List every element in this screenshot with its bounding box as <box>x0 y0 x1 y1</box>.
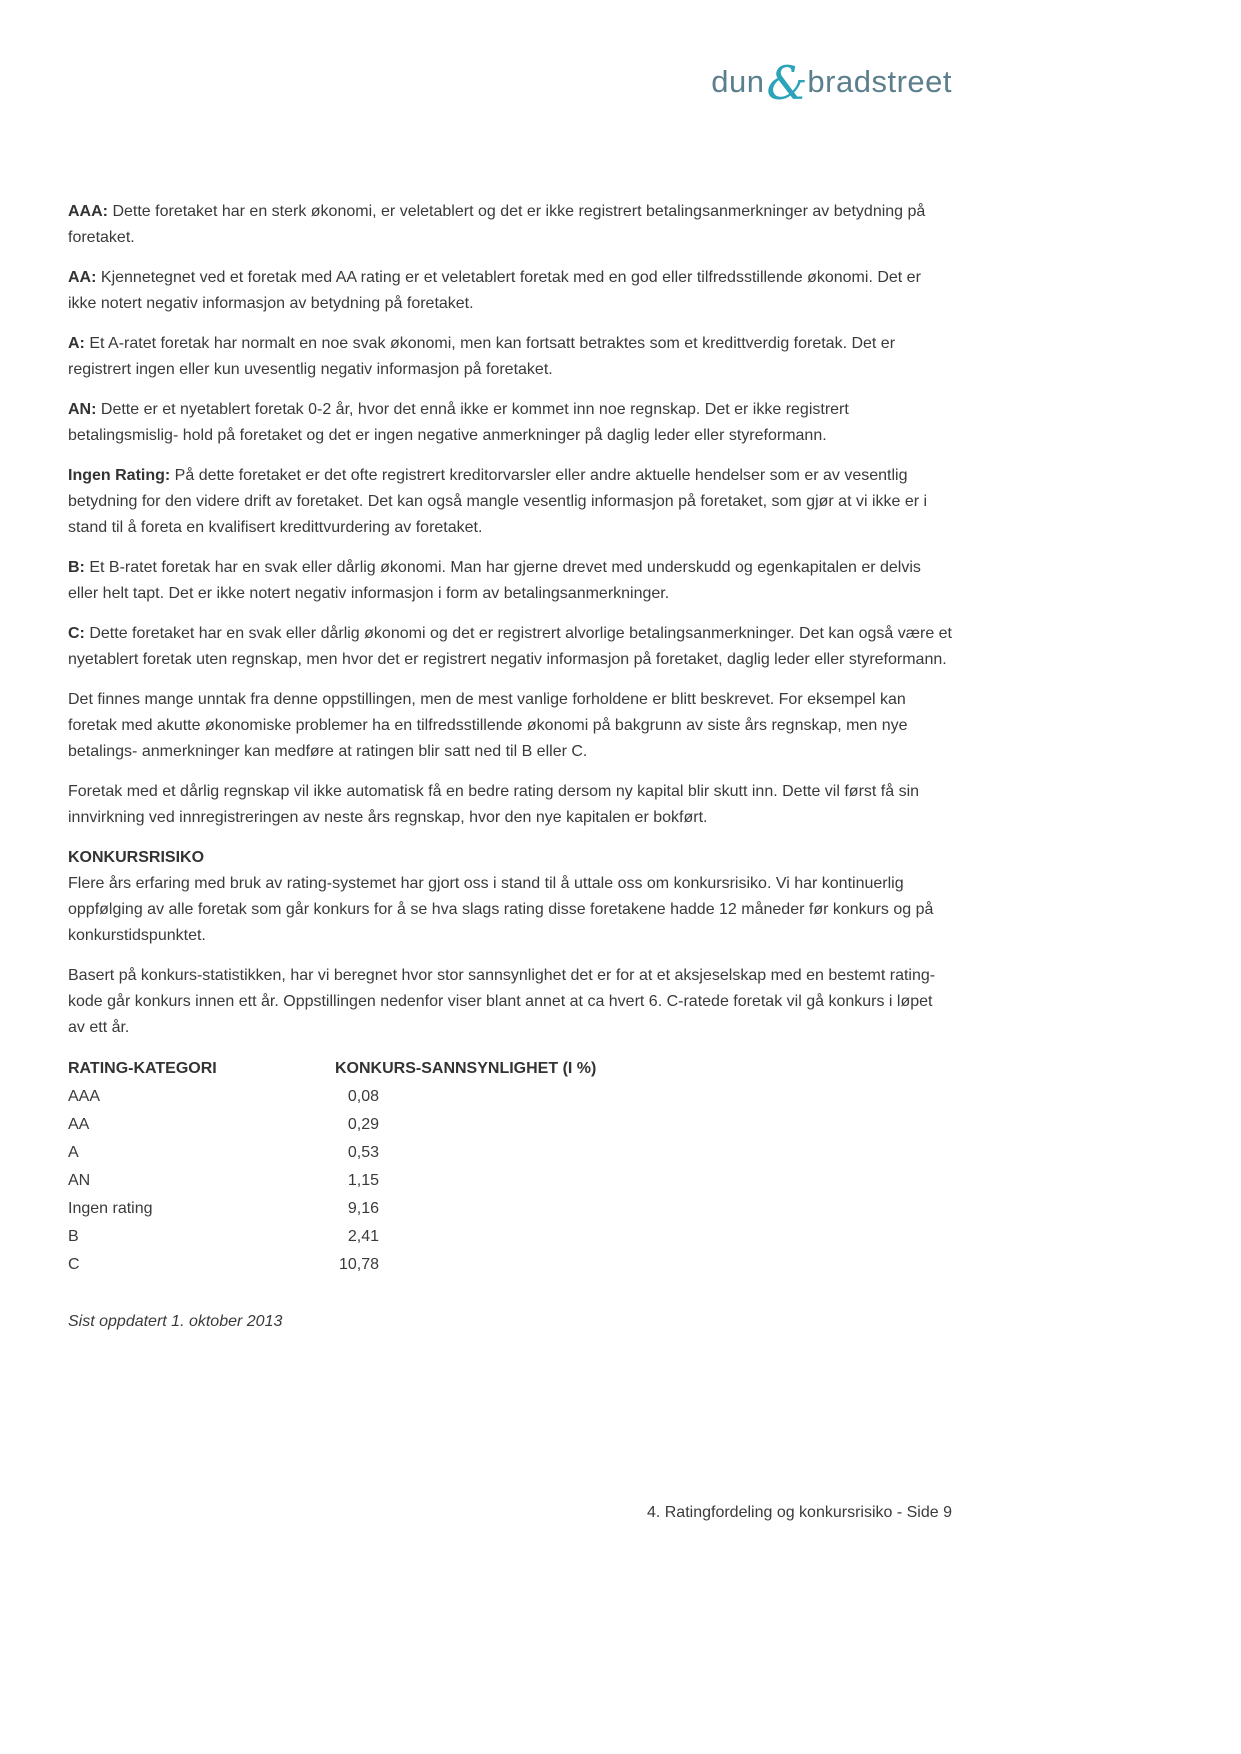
rating-label-aa: AA: <box>68 269 97 286</box>
rating-text-c: Dette foretaket har en svak eller dårlig økonomi og det er registrert alvorlige betalingsanmerkninger. Det kan også være et nyetablert foretak uten regnskap, men hvor det er registrert negativ informasjon på foretaket, daglig leder eller styreformann. <box>68 625 952 668</box>
rating-text-aaa: Dette foretaket har en sterk økonomi, er veletablert og det er ikke registrert betalingsanmerkninger av betydning på foretaket. <box>68 203 926 246</box>
cell-probability: 0,53 <box>347 1144 379 1161</box>
last-updated-note: Sist oppdatert 1. oktober 2013 <box>68 1313 283 1330</box>
cell-category: A <box>68 1144 79 1161</box>
table-row-an <box>68 1167 952 1195</box>
rating-label-ingen-rating: Ingen Rating: <box>68 467 171 484</box>
table-row-a <box>68 1139 952 1167</box>
rating-text-ingen-rating: På dette foretaket er det ofte registrert kreditorvarsler eller andre aktuelle hendelser som er av vesentlig betydning for den videre drift av foretaket. Det kan også mangle vesentlig informasjon på foretaket, som gjør at vi ikke er i stand til å foreta en kvalifisert kredittvurdering av foretaket. <box>68 467 928 536</box>
cell-probability: 0,08 <box>347 1088 379 1105</box>
logo-text-dun: dun <box>711 64 765 99</box>
konkursrisiko-intro-paragraph: Flere års erfaring med bruk av rating-systemet har gjort oss i stand til å uttale oss om konkursrisiko. Vi har kontinuerlig oppfølging av alle foretak som går konkurs for å se hva slags rating disse foretakene hadde 12 måneder før konkurs og på konkurstidspunktet. <box>68 875 934 944</box>
rating-paragraph-aa <box>68 265 952 317</box>
section-heading-konkursrisiko: KONKURSRISIKO <box>68 849 205 866</box>
cell-category: AA <box>68 1116 90 1133</box>
table-header-row <box>68 1055 952 1083</box>
table-row-b <box>68 1223 952 1251</box>
column-header-konkurs-probability: KONKURS-SANNSYNLIGHET (I %) <box>335 1060 597 1077</box>
logo-text-bradstreet: bradstreet <box>807 64 952 99</box>
column-header-rating-category: RATING-KATEGORI <box>68 1060 217 1077</box>
rating-probability-table <box>68 1055 952 1279</box>
rating-label-b: B: <box>68 559 85 576</box>
cell-category: AN <box>68 1172 91 1189</box>
rating-paragraph-c <box>68 621 952 673</box>
cell-category: B <box>68 1228 79 1245</box>
cell-probability: 10,78 <box>338 1256 379 1273</box>
dun-bradstreet-logo <box>68 56 952 110</box>
table-row-aa <box>68 1111 952 1139</box>
cell-probability: 2,41 <box>347 1228 379 1245</box>
page-footer: 4. Ratingfordeling og konkursrisiko - Side 9 <box>646 1504 952 1521</box>
paragraph-exceptions: Det finnes mange unntak fra denne oppstillingen, men de mest vanlige forholdene er blitt beskrevet. For eksempel kan foretak med akutte økonomiske problemer ha en tilfredsstillende økonomi på bakgrunn av siste års regnskap, men nye betalings- anmerkninger kan medføre at ratingen blir satt ned til B eller C. <box>68 691 908 760</box>
rating-paragraph-aaa <box>68 199 952 251</box>
table-row-aaa <box>68 1083 952 1111</box>
rating-paragraph-ingen-rating <box>68 463 952 541</box>
rating-text-an: Dette er et nyetablert foretak 0-2 år, hvor det ennå ikke er kommet inn noe regnskap. Det er ikke registrert betalingsmislig- hold på foretaket og det er ingen negative anmerkninger på daglig leder eller styreformann. <box>68 401 849 444</box>
document-body <box>68 199 952 1335</box>
logo-ampersand-icon: & <box>766 56 808 110</box>
rating-label-c: C: <box>68 625 85 642</box>
table-row-c <box>68 1251 952 1279</box>
cell-category: Ingen rating <box>68 1200 153 1217</box>
cell-probability: 9,16 <box>347 1200 379 1217</box>
rating-text-b: Et B-ratet foretak har en svak eller dårlig økonomi. Man har gjerne drevet med underskudd og egenkapitalen er delvis eller helt tapt. Det er ikke notert negativ informasjon i form av betalingsanmerkninger. <box>68 559 921 602</box>
cell-probability: 1,15 <box>347 1172 379 1189</box>
rating-paragraph-an <box>68 397 952 449</box>
rating-paragraph-a <box>68 331 952 383</box>
rating-label-an: AN: <box>68 401 97 418</box>
rating-text-aa: Kjennetegnet ved et foretak med AA rating er et veletablert foretak med en god eller tilfredsstillende økonomi. Det er ikke notert negativ informasjon av betydning på foretaket. <box>68 269 921 312</box>
konkursrisiko-statistics-paragraph: Basert på konkurs-statistikken, har vi beregnet hvor stor sannsynlighet det er for at et aksjeselskap med en bestemt rating-kode går konkurs innen ett år. Oppstillingen nedenfor viser blant annet at ca hvert 6. C-ratede foretak vil gå konkurs i løpet av ett år. <box>68 967 936 1036</box>
rating-paragraph-b <box>68 555 952 607</box>
table-row-ingen-rating <box>68 1195 952 1223</box>
paragraph-new-capital: Foretak med et dårlig regnskap vil ikke automatisk få en bedre rating dersom ny kapital blir skutt inn. Dette vil først få sin innvirkning ved innregistreringen av neste års regnskap, hvor den nye kapitalen er bokført. <box>68 783 920 826</box>
rating-label-aaa: AAA: <box>68 203 108 220</box>
cell-probability: 0,29 <box>347 1116 379 1133</box>
rating-text-a: Et A-ratet foretak har normalt en noe svak økonomi, men kan fortsatt betraktes som et kredittverdig foretak. Det er registrert ingen eller kun uvesentlig negativ informasjon på foretaket. <box>68 335 896 378</box>
cell-category: C <box>68 1256 80 1273</box>
rating-label-a: A: <box>68 335 85 352</box>
cell-category: AAA <box>68 1088 101 1105</box>
